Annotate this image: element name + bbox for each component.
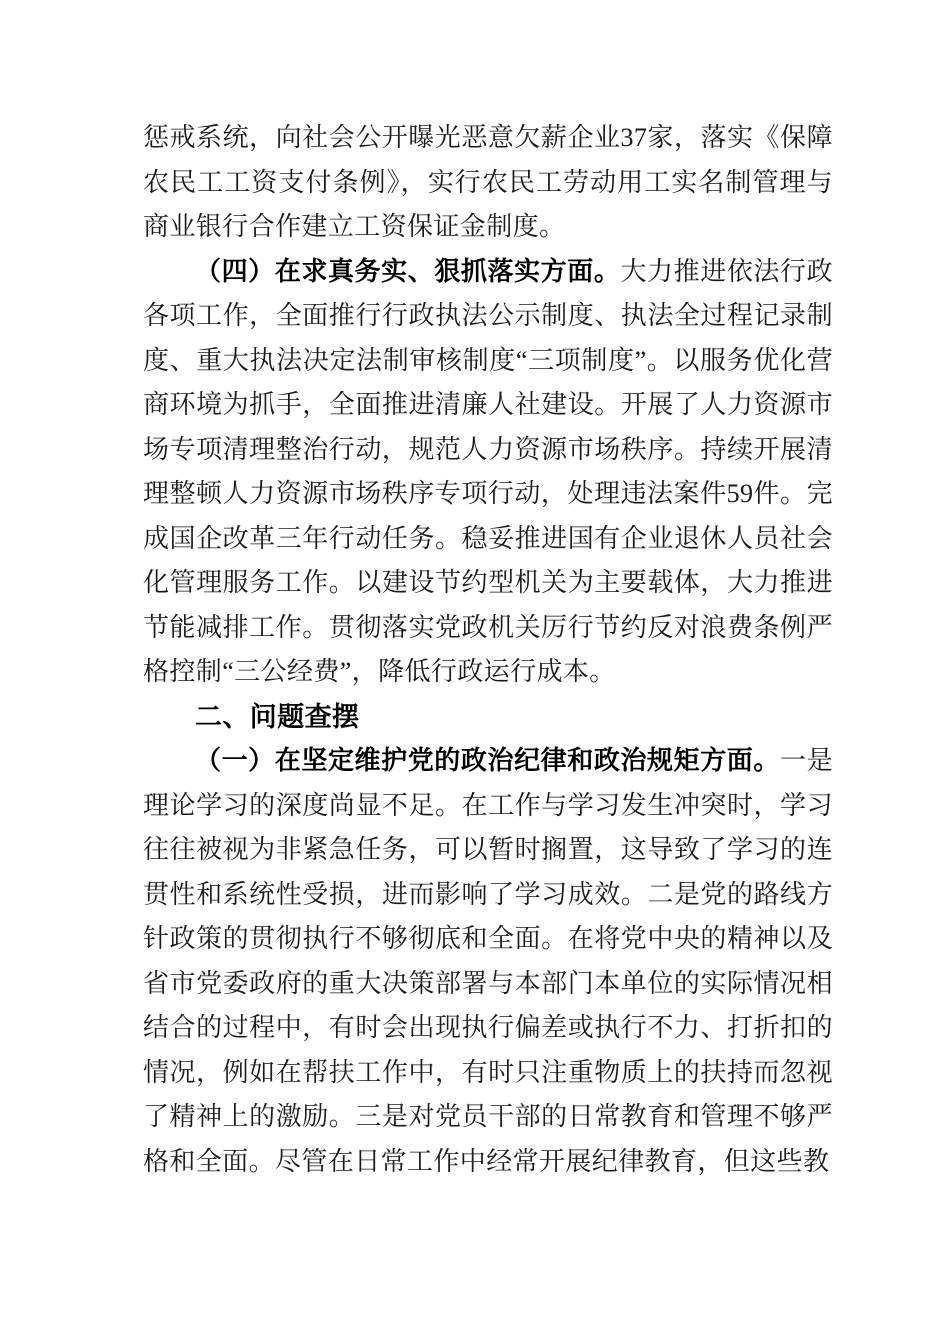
paragraph-section-4 xyxy=(143,250,833,695)
section-4-body: 大力推进依法行政各项工作，全面推行行政执法公示制度、执法全过程记录制度、重大执法决定法制审核制度“三项制度”。以服务优化营商环境为抓手，全面推进清廉人社建设。开展了人力资源市场专项清理整治行动，规范人力资源市场秩序。持续开展清理整顿人力资源市场秩序专项行动，处理违法案件59件。完成国企改革三年行动任务。稳妥推进国有企业退休人员社会化管理服务工作。以建设节约型机关为主要载体，大力推进节能减排工作。贯彻落实党政机关厉行节约反对浪费条例严格控制“三公经费”，降低行政运行成本。 xyxy=(143,256,834,686)
section-1-body: 一是理论学习的深度尚显不足。在工作与学习发生冲突时，学习往往被视为非紧急任务，可以暂时搁置，这导致了学习的连贯性和系统性受损，进而影响了学习成效。二是党的路线方针政策的贯彻执行不够彻底和全面。在将党中央的精神以及省市党委政府的重大决策部署与本部门本单位的实际情况相结合的过程中，有时会出现执行偏差或执行不力、打折扣的情况，例如在帮扶工作中，有时只注重物质上的扶持而忽视了精神上的激励。三是对党员干部的日常教育和管理不够严格和全面。尽管在日常工作中经常开展纪律教育，但这些教 xyxy=(143,746,833,1176)
heading-problems-review: 二、问题查摆 xyxy=(195,701,360,732)
paragraph-continued-from-previous-page xyxy=(143,116,833,250)
section-4-head: （四）在求真务实、狠抓落实方面。 xyxy=(195,256,621,286)
section-1-head: （一）在坚定维护党的政治纪律和政治规矩方面。 xyxy=(195,746,780,775)
paragraph-text: 惩戒系统，向社会公开曝光恶意欠薪企业37家，落实《保障农民工工资支付条例》，实行农民工劳动用工实名制管理与商业银行合作建立工资保证金制度。 xyxy=(143,123,833,241)
paragraph-section-1 xyxy=(143,739,833,1184)
document-body xyxy=(143,116,833,1184)
